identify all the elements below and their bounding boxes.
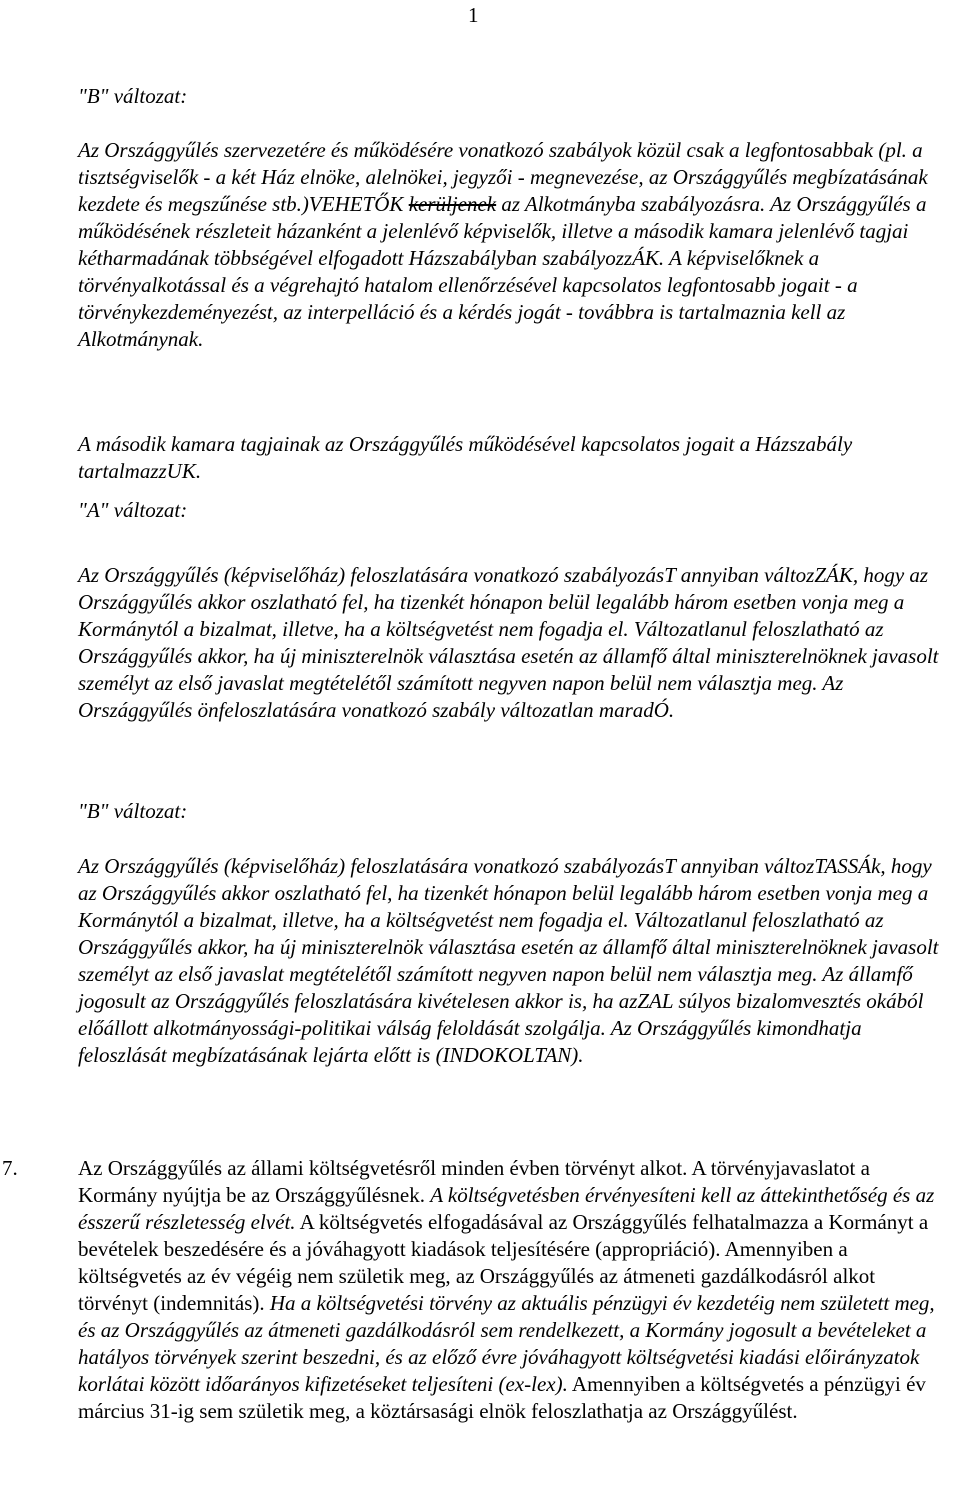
paragraph-dissolution-a: Az Országgyűlés (képviselőház) feloszlatására vonatkozó szabályozásT annyiban változZÁK, hogy az Országgyűlés akkor oszlatható fel, ha tizenkét hónapon belül legalább három esetben vonja meg a Kormánytól a bizalmat, illetve, ha a költségvetést nem fogadja el. Változatlanul feloszlatható az Országgyűlés akkor, ha új miniszterelnök választása esetén az államfő által miniszterelnöknek javasolt személyt az első javaslat megtételétől számított negyven napon belül nem választja meg. Az Országgyűlés önfeloszlatására vonatkozó szabály változatlan maradÓ.	[78, 563, 939, 722]
paragraph-text: Az Országgyűlés a működésének részleteit házanként a jelenlévő képviselők, illetve a második kamara jelenlévő tagjai kétharmadának többségével elfogadott Házszabályban szabályozzÁK. A képviselőknek a törvényalkotással és a végrehajtó hatalom ellenőrzésével kapcsolatos legfontosabb jogait - a törvénykezdeményezést, az interpelláció és a kérdés jogát - továbbra is tartalmaznia kell az Alkotmánynak.	[78, 192, 927, 351]
paragraph-text: A költségvetésben érvényesíteni kell az áttekinthetőség és az ésszerű részletesség elvét.	[78, 1183, 935, 1234]
list-item-number: 7.	[2, 1156, 18, 1180]
paragraph-parliament-rules	[78, 137, 950, 353]
paragraph-text: az Alkotmányba szabályozásra.	[496, 192, 771, 216]
list-item-budget	[78, 1155, 950, 1425]
heading-a-variant: "A" változat:	[78, 498, 188, 522]
paragraph-text: Az Országgyűlés az állami költségvetésről minden évben törvényt alkot. A törvényjavaslatot a Kormány nyújtja be az Országgyűlésnek.	[78, 1156, 870, 1207]
heading-b-variant-1: "B" változat:	[78, 84, 188, 108]
paragraph-text: A költségvetés elfogadásával az Országgyűlés felhatalmazza a Kormányt a bevételek beszedésére és a jóváhagyott kiadások teljesítésére (appropriáció). Amennyiben a költségvetés az év végéig nem születik meg, az Országgyűlés az átmeneti gazdálkodásról alkot törvényt (indemnitás).	[78, 1210, 929, 1315]
heading-b-variant-2: "B" változat:	[78, 799, 188, 823]
paragraph-text: Amennyiben a költségvetés a pénzügyi év március 31-ig sem születik meg, a köztársasági elnök feloszlathatja az Országgyűlést.	[78, 1372, 926, 1423]
struck-out-word: kerüljenek	[408, 192, 497, 216]
page-number: 1	[468, 3, 479, 27]
paragraph-second-chamber: A második kamara tagjainak az Országgyűlés működésével kapcsolatos jogait a Házszabály tartalmazzUK.	[78, 432, 853, 483]
paragraph-text: Ha a költségvetési törvény az aktuális pénzügyi év kezdetéig nem született meg, és az Országgyűlés az átmeneti gazdálkodásról sem rendelkezett, a Kormány jogosult a bevételeket a hatályos törvények szerint beszedni, és az előző évre jóváhagyott költségvetési kiadási előirányzatok korlátai között időarányos kifizetéseket teljesíteni (ex-lex).	[78, 1291, 935, 1396]
paragraph-dissolution-b: Az Országgyűlés (képviselőház) feloszlatására vonatkozó szabályozásT annyiban változTASSÁk, hogy az Országgyűlés akkor oszlatható fel, ha tizenkét hónapon belül legalább három esetben vonja meg a Kormánytól a bizalmat, illetve, ha a költségvetést nem fogadja el. Változatlanul feloszlatható az Országgyűlés akkor, ha új miniszterelnök választása esetén az államfő által miniszterelnöknek javasolt személyt az első javaslat megtételétől számított negyven napon belül nem választja meg. Az államfő jogosult az Országgyűlés feloszlatására kivételesen akkor is, ha azZAL súlyos bizalomvesztés okából előállott alkotmányossági-politikai válság feloldását szolgálja. Az Országgyűlés kimondhatja feloszlását megbízatásának lejárta előtt is (INDOKOLTAN).	[78, 854, 939, 1067]
paragraph-text: Az Országgyűlés szervezetére és működésére vonatkozó szabályok közül csak a legfontosabbak (pl. a tisztségviselők - a két Ház elnöke, alelnökei, jegyzői - megnevezése, az Országgyűlés megbízatásának kezdete és megszűnése stb.)VEHETŐK	[78, 138, 928, 216]
